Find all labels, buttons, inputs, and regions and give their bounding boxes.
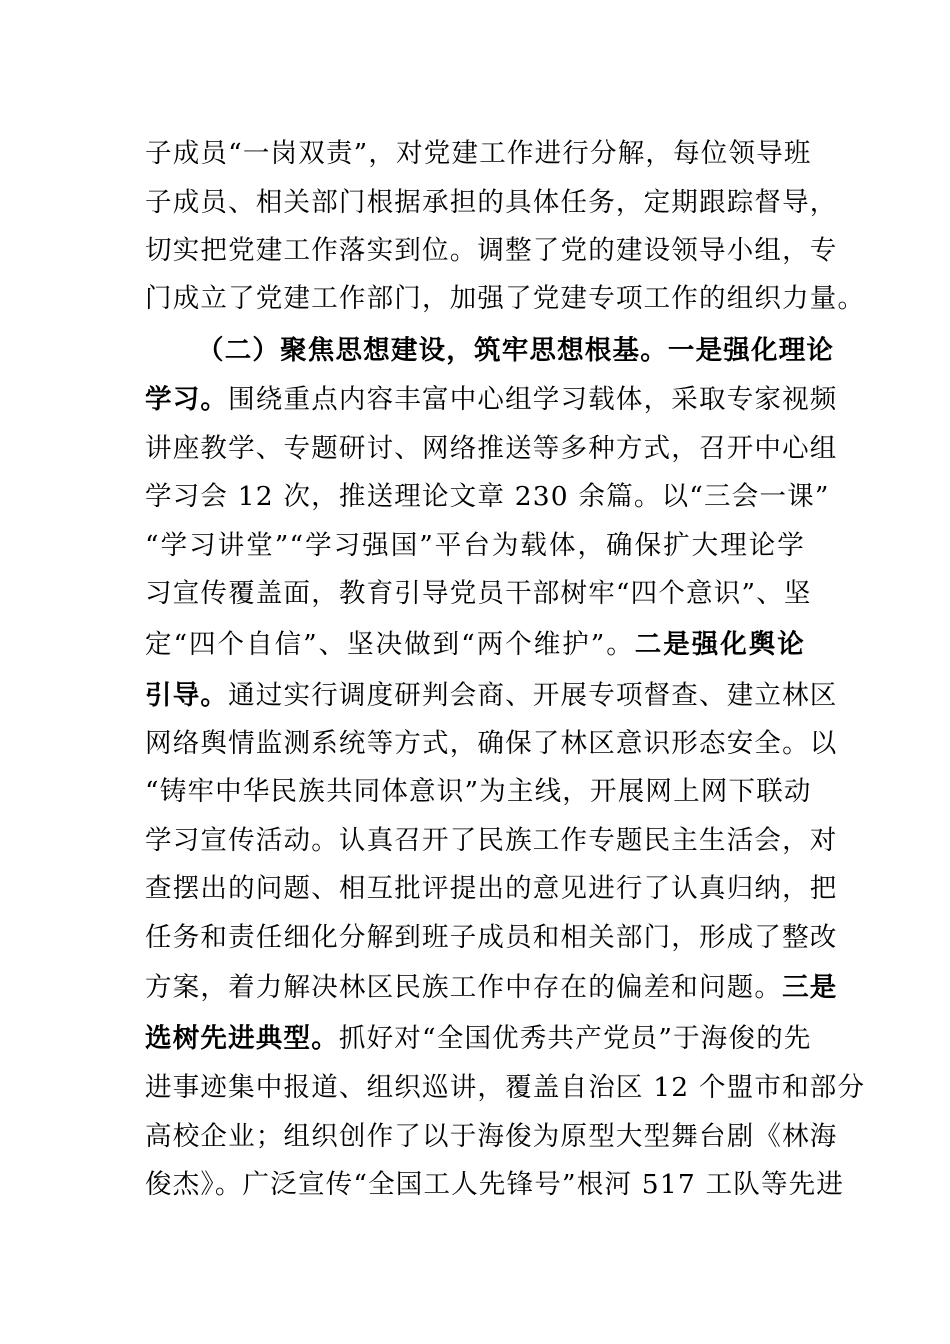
text-line	[145, 1165, 845, 1205]
text-run: 高校企业；组织创作了以于海俊为原型大型舞台剧《林海	[145, 1121, 838, 1152]
text-line	[145, 918, 838, 958]
text-line	[145, 1117, 838, 1157]
text-run: “学习讲堂”“学习强国”平台为载体，确保扩大理论学	[145, 530, 805, 561]
section-heading: （二）聚焦思想建设，筑牢思想根基。一是强化理论	[197, 335, 835, 366]
text-run: 俊杰》。广泛宣传“全国工人先锋号”根河 517 工队等先进	[145, 1169, 845, 1200]
text-run: 进事迹集中报道、组织巡讲，覆盖自治区 12 个盟市和部分	[145, 1072, 866, 1103]
text-line	[145, 724, 838, 764]
text-run: 切实把党建工作落实到位。调整了党的建设领导小组，专	[145, 235, 838, 266]
section-heading-line	[197, 331, 835, 371]
text-run: 网络舆情监测系统等方式，确保了林区意识形态安全。以	[145, 728, 838, 759]
text-run: 子成员、相关部门根据承担的具体任务，定期跟踪督导，	[145, 187, 838, 218]
text-line	[145, 279, 866, 319]
text-run: 习宣传覆盖面，教育引导党员干部树牢“四个意识”、坚	[145, 578, 812, 609]
text-run: 学习会 12 次，推送理论文章 230 余篇。以“三会一课”	[145, 481, 830, 512]
text-line	[145, 574, 812, 614]
text-run: 讲座教学、专题研讨、网络推送等多种方式，召开中心组	[145, 433, 838, 464]
text-run: 任务和责任细化分解到班子成员和相关部门，形成了整改	[145, 922, 838, 953]
bold-lead: 选树先进典型。	[145, 1023, 339, 1054]
text-run: “铸牢中华民族共同体意识”为主线，开展网上网下联动	[145, 776, 812, 807]
text-run: 抓好对“全国优秀共产党员”于海俊的先	[338, 1023, 812, 1054]
text-line	[145, 968, 838, 1008]
bold-lead: 学习。	[145, 384, 229, 415]
text-run: 方案，着力解决林区民族工作中存在的偏差和问题。	[145, 972, 783, 1003]
bold-lead: 引导。	[145, 680, 229, 711]
text-run: 学习宣传活动。认真召开了民族工作专题民主生活会，对	[145, 825, 838, 856]
text-line	[145, 772, 812, 812]
text-run: 子成员“一岗双责”，对党建工作进行分解，每位领导班	[145, 138, 812, 169]
text-line	[145, 429, 838, 469]
text-run: 通过实行调度研判会商、开展专项督查、建立林区	[228, 680, 838, 711]
text-line	[145, 134, 812, 174]
text-line	[145, 821, 838, 861]
text-line	[145, 183, 838, 223]
text-run: 围绕重点内容丰富中心组学习载体，采取专家视频	[228, 384, 838, 415]
text-line	[145, 526, 805, 566]
text-line	[145, 231, 838, 271]
bold-lead: 三是	[782, 972, 838, 1003]
text-run: 查摆出的问题、相互批评提出的意见进行了认真归纳，把	[145, 873, 838, 904]
text-line	[145, 1019, 812, 1059]
text-line	[145, 869, 838, 909]
text-line	[145, 625, 805, 665]
text-line	[145, 1068, 866, 1108]
text-line	[145, 676, 838, 716]
text-run: 定“四个自信”、坚决做到“两个维护”。	[145, 629, 635, 660]
text-line	[145, 380, 838, 420]
text-run: 门成立了党建工作部门，加强了党建专项工作的组织力量。	[145, 283, 866, 314]
bold-lead: 二是强化舆论	[634, 629, 806, 660]
text-line	[145, 477, 830, 517]
